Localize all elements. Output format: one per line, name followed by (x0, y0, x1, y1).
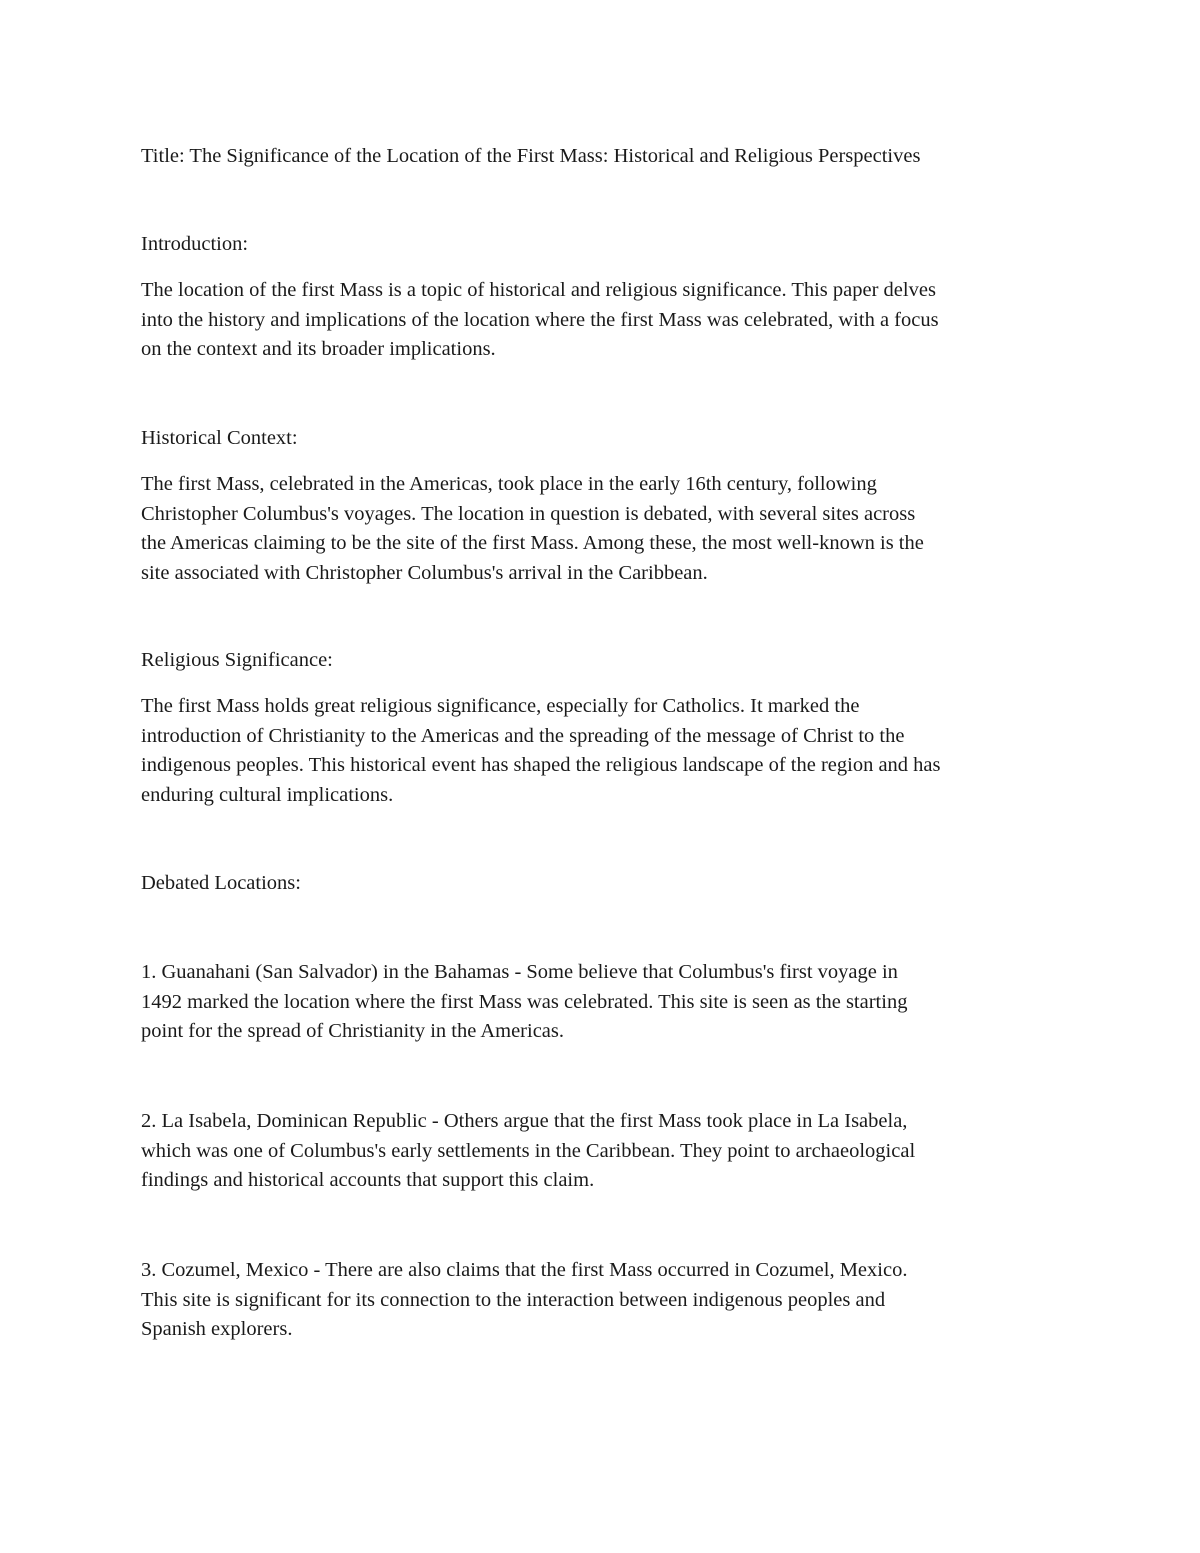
paragraph-line: The location of the first Mass is a topic of historical and religious significance. This paper delves (141, 279, 936, 301)
paragraph-line: This site is significant for its connection to the interaction between indigenous peoples and (141, 1288, 886, 1311)
paragraph-line: 1. Guanahani (San Salvador) in the Bahamas - Some believe that Columbus's first voyage in (141, 961, 898, 983)
introduction-paragraph (141, 276, 1076, 365)
debated-location-item (141, 958, 1076, 1047)
paragraph-line: into the history and implications of the location where the first Mass was celebrated, with a focus (141, 308, 939, 331)
paragraph-line: The first Mass, celebrated in the Americas, took place in the early 16th century, following (141, 473, 877, 495)
debated-location-item (141, 1256, 1076, 1345)
religious-significance-paragraph (141, 692, 1076, 810)
paragraph-line: site associated with Christopher Columbus's arrival in the Caribbean. (141, 561, 708, 584)
paragraph-line: findings and historical accounts that support this claim. (141, 1169, 595, 1192)
debated-location-item (141, 1107, 1076, 1196)
paragraph-line: Christopher Columbus's voyages. The location in question is debated, with several sites across (141, 502, 916, 525)
paragraph-line: introduction of Christianity to the Americas and the spreading of the message of Christ to the (141, 724, 905, 747)
paragraph-line: The first Mass holds great religious significance, especially for Catholics. It marked the (141, 695, 860, 717)
paragraph-line: 2. La Isabela, Dominican Republic - Others argue that the first Mass took place in La Isabela, (141, 1110, 908, 1132)
document-title-text: Title: The Significance of the Location of the First Mass: Historical and Religious Perspectives (141, 145, 921, 167)
introduction-heading-text: Introduction: (141, 233, 249, 255)
historical-context-heading-text: Historical Context: (141, 427, 298, 449)
paragraph-line: indigenous peoples. This historical event has shaped the religious landscape of the region and has (141, 754, 941, 777)
paragraph-line: Spanish explorers. (141, 1318, 293, 1341)
debated-locations-heading-text: Debated Locations: (141, 872, 301, 894)
paragraph-line: point for the spread of Christianity in the Americas. (141, 1020, 565, 1043)
paragraph-line: 1492 marked the location where the first Mass was celebrated. This site is seen as the starting (141, 990, 908, 1013)
religious-significance-heading (141, 646, 1076, 676)
introduction-heading (141, 230, 1076, 260)
religious-significance-heading-text: Religious Significance: (141, 649, 333, 671)
paragraph-line: 3. Cozumel, Mexico - There are also claims that the first Mass occurred in Cozumel, Mexico. (141, 1259, 908, 1281)
document-title (141, 142, 1076, 172)
historical-context-paragraph (141, 470, 1076, 588)
historical-context-heading (141, 424, 1076, 454)
paragraph-line: the Americas claiming to be the site of the first Mass. Among these, the most well-known is the (141, 532, 924, 555)
paragraph-line: which was one of Columbus's early settlements in the Caribbean. They point to archaeological (141, 1139, 916, 1162)
paragraph-line: on the context and its broader implications. (141, 338, 496, 361)
debated-locations-heading (141, 869, 1076, 899)
paragraph-line: enduring cultural implications. (141, 783, 394, 806)
